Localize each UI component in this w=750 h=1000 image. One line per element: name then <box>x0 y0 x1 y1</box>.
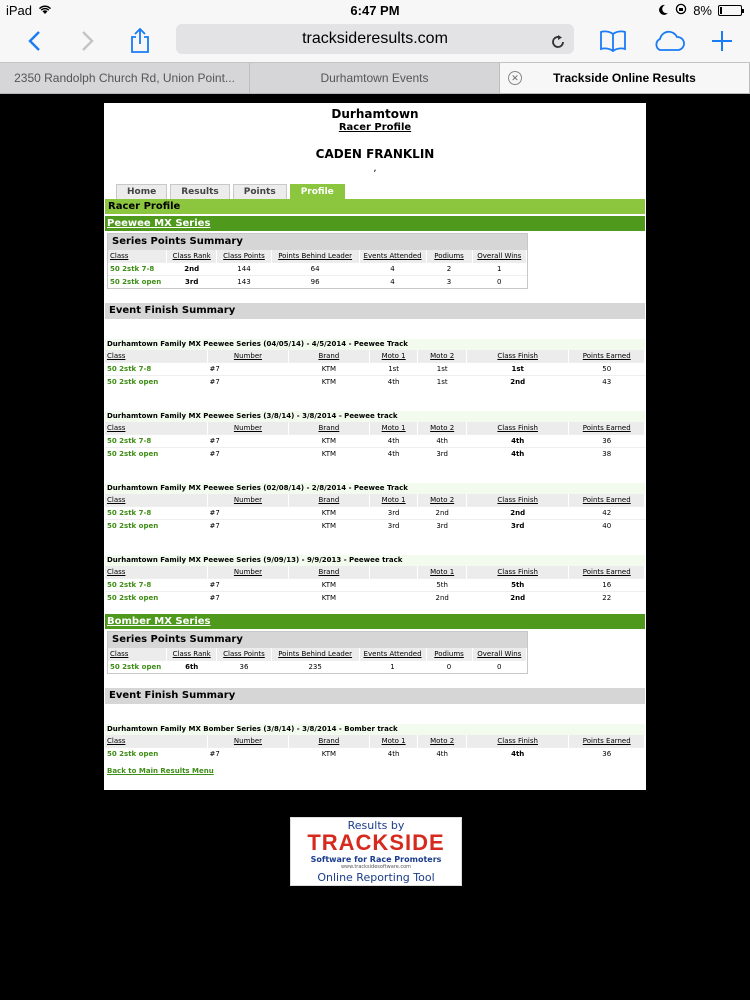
event-column-header: Points Earned <box>569 735 645 748</box>
table-cell: 235 <box>271 661 359 674</box>
event-column-header: Class Finish <box>466 422 569 435</box>
event-column-header: Moto 1 <box>369 735 418 748</box>
battery-percent: 8% <box>693 3 712 18</box>
table-cell: KTM <box>288 448 369 461</box>
racer-location: , <box>373 163 377 174</box>
table-cell: 4th <box>466 435 569 448</box>
event-column-header: Number <box>208 422 289 435</box>
summary-column-header: Class Points <box>217 648 271 661</box>
class-link[interactable]: 50 2stk 7-8 <box>105 579 208 592</box>
event-column-header: Points Earned <box>569 494 645 507</box>
browser-tab-bar <box>0 62 750 94</box>
table-cell: 2nd <box>418 507 467 520</box>
class-link[interactable]: 50 2stk open <box>108 276 167 289</box>
event-title: Durhamtown Family MX Peewee Series (04/05/14) - 4/5/2014 - Peewee Track <box>105 339 645 350</box>
event-column-header <box>369 566 418 579</box>
table-cell: 4th <box>418 748 467 761</box>
event-column-header: Class <box>105 422 208 435</box>
class-link[interactable]: 50 2stk open <box>105 592 208 605</box>
event-column-header: Moto 2 <box>418 494 467 507</box>
table-cell: 4th <box>369 435 418 448</box>
site-nav <box>116 184 646 199</box>
table-cell: 0 <box>472 661 526 674</box>
nav-profile[interactable]: Profile <box>290 184 345 199</box>
logo-top-text: Results by <box>347 819 405 832</box>
table-cell: KTM <box>288 363 369 376</box>
new-tab-icon[interactable] <box>706 25 738 57</box>
table-row <box>105 748 645 761</box>
section-header: Racer Profile <box>105 199 645 214</box>
class-link[interactable]: 50 2stk 7-8 <box>108 263 167 276</box>
event-column-header: Class Finish <box>466 350 569 363</box>
class-link[interactable]: 50 2stk open <box>108 661 167 674</box>
table-row <box>105 579 645 592</box>
tab-trackside-results[interactable] <box>500 63 750 93</box>
table-cell: 4 <box>359 276 426 289</box>
summary-title: Series Points Summary <box>108 632 527 648</box>
table-cell: 3rd <box>167 276 217 289</box>
bookmarks-icon[interactable] <box>597 25 629 57</box>
table-cell: 3rd <box>466 520 569 533</box>
summary-column-header: Events Attended <box>359 648 426 661</box>
table-cell <box>369 579 418 592</box>
table-row <box>105 592 645 605</box>
event-table <box>105 735 645 760</box>
event-column-header: Number <box>208 350 289 363</box>
event-table <box>105 422 645 460</box>
table-cell: 50 <box>569 363 645 376</box>
summary-header-row <box>108 648 527 661</box>
event-column-header: Class <box>105 494 208 507</box>
event-column-header: Brand <box>288 735 369 748</box>
event-table <box>105 350 645 388</box>
web-page <box>104 103 646 790</box>
logo-tagline: Software for Race Promoters <box>310 855 442 864</box>
series-points-summary <box>107 233 528 289</box>
event-block <box>105 339 645 388</box>
event-column-header: Moto 2 <box>418 422 467 435</box>
table-cell: 3rd <box>418 448 467 461</box>
table-cell: 42 <box>569 507 645 520</box>
event-column-header: Class <box>105 735 208 748</box>
logo-url: www.tracksidesoftware.com <box>340 864 412 870</box>
page-title: Durhamtown <box>331 107 419 121</box>
summary-table <box>108 250 527 288</box>
table-cell: 2nd <box>418 592 467 605</box>
table-cell: 22 <box>569 592 645 605</box>
table-cell: KTM <box>288 579 369 592</box>
tab-durhamtown-events[interactable]: Durhamtown Events <box>250 63 500 93</box>
logo-main-text: TRACKSIDE <box>307 830 445 855</box>
table-cell: 4th <box>466 748 569 761</box>
battery-icon <box>718 5 742 16</box>
event-header-row <box>105 735 645 748</box>
table-cell: #7 <box>208 376 289 389</box>
table-cell: #7 <box>208 579 289 592</box>
summary-table <box>108 648 527 673</box>
event-column-header: Brand <box>288 494 369 507</box>
nav-home[interactable]: Home <box>116 184 167 199</box>
series-list <box>104 216 646 760</box>
class-link[interactable]: 50 2stk open <box>105 520 208 533</box>
page-subtitle[interactable]: Racer Profile <box>338 122 412 133</box>
battery-fill <box>720 7 722 14</box>
active-tab-label: Trackside Online Results <box>553 71 696 85</box>
summary-column-header: Class Rank <box>167 250 217 263</box>
table-cell: 6th <box>167 661 217 674</box>
event-block <box>105 555 645 604</box>
class-link[interactable]: 50 2stk open <box>105 448 208 461</box>
event-header-row <box>105 350 645 363</box>
event-column-header: Number <box>208 735 289 748</box>
summary-column-header: Overall Wins <box>472 250 526 263</box>
table-cell: 64 <box>271 263 359 276</box>
table-cell: 96 <box>271 276 359 289</box>
table-cell: 3rd <box>369 507 418 520</box>
event-column-header: Number <box>208 494 289 507</box>
series-header[interactable]: Bomber MX Series <box>105 614 645 629</box>
event-column-header: Class <box>105 566 208 579</box>
class-link[interactable]: 50 2stk 7-8 <box>105 363 208 376</box>
table-cell: 4th <box>369 748 418 761</box>
browser-toolbar <box>0 20 750 62</box>
summary-column-header: Points Behind Leader <box>271 648 359 661</box>
racer-name: CADEN FRANKLIN <box>315 147 435 161</box>
table-cell: #7 <box>208 435 289 448</box>
table-cell: 16 <box>569 579 645 592</box>
class-link[interactable]: 50 2stk open <box>105 376 208 389</box>
event-header-row <box>105 494 645 507</box>
summary-column-header: Podiums <box>426 648 472 661</box>
table-cell: #7 <box>208 748 289 761</box>
table-cell: 143 <box>217 276 271 289</box>
summary-column-header: Points Behind Leader <box>271 250 359 263</box>
event-block <box>105 483 645 532</box>
table-cell: 5th <box>418 579 467 592</box>
event-column-header: Points Earned <box>569 350 645 363</box>
table-cell: #7 <box>208 507 289 520</box>
event-finish-summary-title: Event Finish Summary <box>105 688 645 704</box>
summary-column-header: Class <box>108 648 167 661</box>
summary-title: Series Points Summary <box>108 234 527 250</box>
table-row <box>105 448 645 461</box>
class-link[interactable]: 50 2stk 7-8 <box>105 507 208 520</box>
event-block <box>105 724 645 760</box>
table-cell: #7 <box>208 363 289 376</box>
event-block <box>105 411 645 460</box>
event-column-header: Number <box>208 566 289 579</box>
table-cell: KTM <box>288 592 369 605</box>
event-column-header: Moto 1 <box>369 350 418 363</box>
table-cell: 36 <box>217 661 271 674</box>
table-cell: 3rd <box>418 520 467 533</box>
event-column-header: Brand <box>288 566 369 579</box>
table-cell: 4th <box>369 376 418 389</box>
summary-column-header: Class Rank <box>167 648 217 661</box>
summary-column-header: Overall Wins <box>472 648 526 661</box>
table-cell: 3rd <box>369 520 418 533</box>
rotation-lock-icon <box>675 3 687 18</box>
close-tab-icon[interactable]: ✕ <box>508 71 522 85</box>
table-cell: 40 <box>569 520 645 533</box>
table-cell: 1st <box>369 363 418 376</box>
event-column-header: Brand <box>288 350 369 363</box>
table-cell: KTM <box>288 520 369 533</box>
series-points-summary <box>107 631 528 674</box>
reload-icon[interactable] <box>550 31 566 61</box>
table-row <box>105 520 645 533</box>
table-row <box>108 276 527 289</box>
event-column-header: Moto 2 <box>418 350 467 363</box>
table-row <box>108 661 527 674</box>
table-cell: 2 <box>426 263 472 276</box>
summary-column-header: Class <box>108 250 167 263</box>
forward-icon[interactable] <box>72 25 104 57</box>
table-cell: 2nd <box>466 592 569 605</box>
table-cell: 0 <box>426 661 472 674</box>
table-cell: 43 <box>569 376 645 389</box>
back-icon[interactable] <box>18 25 50 57</box>
table-cell: 2nd <box>466 507 569 520</box>
table-row <box>108 263 527 276</box>
nav-points[interactable]: Points <box>233 184 287 199</box>
event-column-header: Moto 1 <box>418 566 467 579</box>
event-table <box>105 566 645 604</box>
table-cell: 1 <box>472 263 526 276</box>
clock: 6:47 PM <box>350 3 400 18</box>
table-cell: 3 <box>426 276 472 289</box>
event-header-row <box>105 422 645 435</box>
summary-column-header: Podiums <box>426 250 472 263</box>
event-title: Durhamtown Family MX Peewee Series (02/08/14) - 2/8/2014 - Peewee Track <box>105 483 645 494</box>
table-cell: 4th <box>466 448 569 461</box>
event-column-header: Class <box>105 350 208 363</box>
url-text: tracksideresults.com <box>302 30 448 47</box>
summary-column-header: Class Points <box>217 250 271 263</box>
event-column-header: Points Earned <box>569 422 645 435</box>
table-cell: 5th <box>466 579 569 592</box>
event-title: Durhamtown Family MX Peewee Series (3/8/14) - 3/8/2014 - Peewee track <box>105 411 645 422</box>
event-column-header: Class Finish <box>466 566 569 579</box>
table-cell: #7 <box>208 592 289 605</box>
series-header[interactable]: Peewee MX Series <box>105 216 645 231</box>
event-column-header: Brand <box>288 422 369 435</box>
table-cell: 1st <box>418 363 467 376</box>
table-cell: 4th <box>418 435 467 448</box>
table-cell: 0 <box>472 276 526 289</box>
table-row <box>105 435 645 448</box>
table-cell: KTM <box>288 435 369 448</box>
summary-header-row <box>108 250 527 263</box>
device-label: iPad <box>6 3 33 18</box>
table-cell: 1st <box>418 376 467 389</box>
logo-bottom-text: Online Reporting Tool <box>317 871 435 884</box>
table-cell: KTM <box>288 507 369 520</box>
table-cell: KTM <box>288 376 369 389</box>
table-row <box>105 507 645 520</box>
table-cell: 1 <box>359 661 426 674</box>
event-title: Durhamtown Family MX Bomber Series (3/8/14) - 3/8/2014 - Bomber track <box>105 724 645 735</box>
table-cell: 144 <box>217 263 271 276</box>
table-cell: 36 <box>569 748 645 761</box>
event-column-header: Moto 1 <box>369 422 418 435</box>
class-link[interactable]: 50 2stk 7-8 <box>105 435 208 448</box>
class-link[interactable]: 50 2stk open <box>105 748 208 761</box>
event-column-header: Class Finish <box>466 735 569 748</box>
table-cell: 1st <box>466 363 569 376</box>
event-column-header: Moto 2 <box>418 735 467 748</box>
event-column-header: Moto 1 <box>369 494 418 507</box>
table-cell: 4 <box>359 263 426 276</box>
event-finish-summary-title: Event Finish Summary <box>105 303 645 319</box>
table-cell: #7 <box>208 448 289 461</box>
table-cell: #7 <box>208 520 289 533</box>
status-bar <box>0 0 750 20</box>
table-row <box>105 363 645 376</box>
moon-icon <box>659 3 669 18</box>
event-column-header: Points Earned <box>569 566 645 579</box>
event-column-header: Class Finish <box>466 494 569 507</box>
back-to-results-link[interactable]: Back to Main Results Menu <box>107 767 214 775</box>
table-cell: 36 <box>569 435 645 448</box>
table-cell: 2nd <box>167 263 217 276</box>
address-bar[interactable] <box>176 24 574 54</box>
table-cell <box>369 592 418 605</box>
table-cell: KTM <box>288 748 369 761</box>
cloud-tabs-icon[interactable] <box>650 25 688 57</box>
table-cell: 4th <box>369 448 418 461</box>
summary-column-header: Events Attended <box>359 250 426 263</box>
share-icon[interactable] <box>124 25 156 57</box>
event-header-row <box>105 566 645 579</box>
event-title: Durhamtown Family MX Peewee Series (9/09/13) - 9/9/2013 - Peewee track <box>105 555 645 566</box>
table-cell: 38 <box>569 448 645 461</box>
event-table <box>105 494 645 532</box>
table-cell: 2nd <box>466 376 569 389</box>
nav-results[interactable]: Results <box>170 184 230 199</box>
table-row <box>105 376 645 389</box>
trackside-logo[interactable] <box>290 817 462 886</box>
tab-map-address[interactable]: 2350 Randolph Church Rd, Union Point... <box>0 63 250 93</box>
